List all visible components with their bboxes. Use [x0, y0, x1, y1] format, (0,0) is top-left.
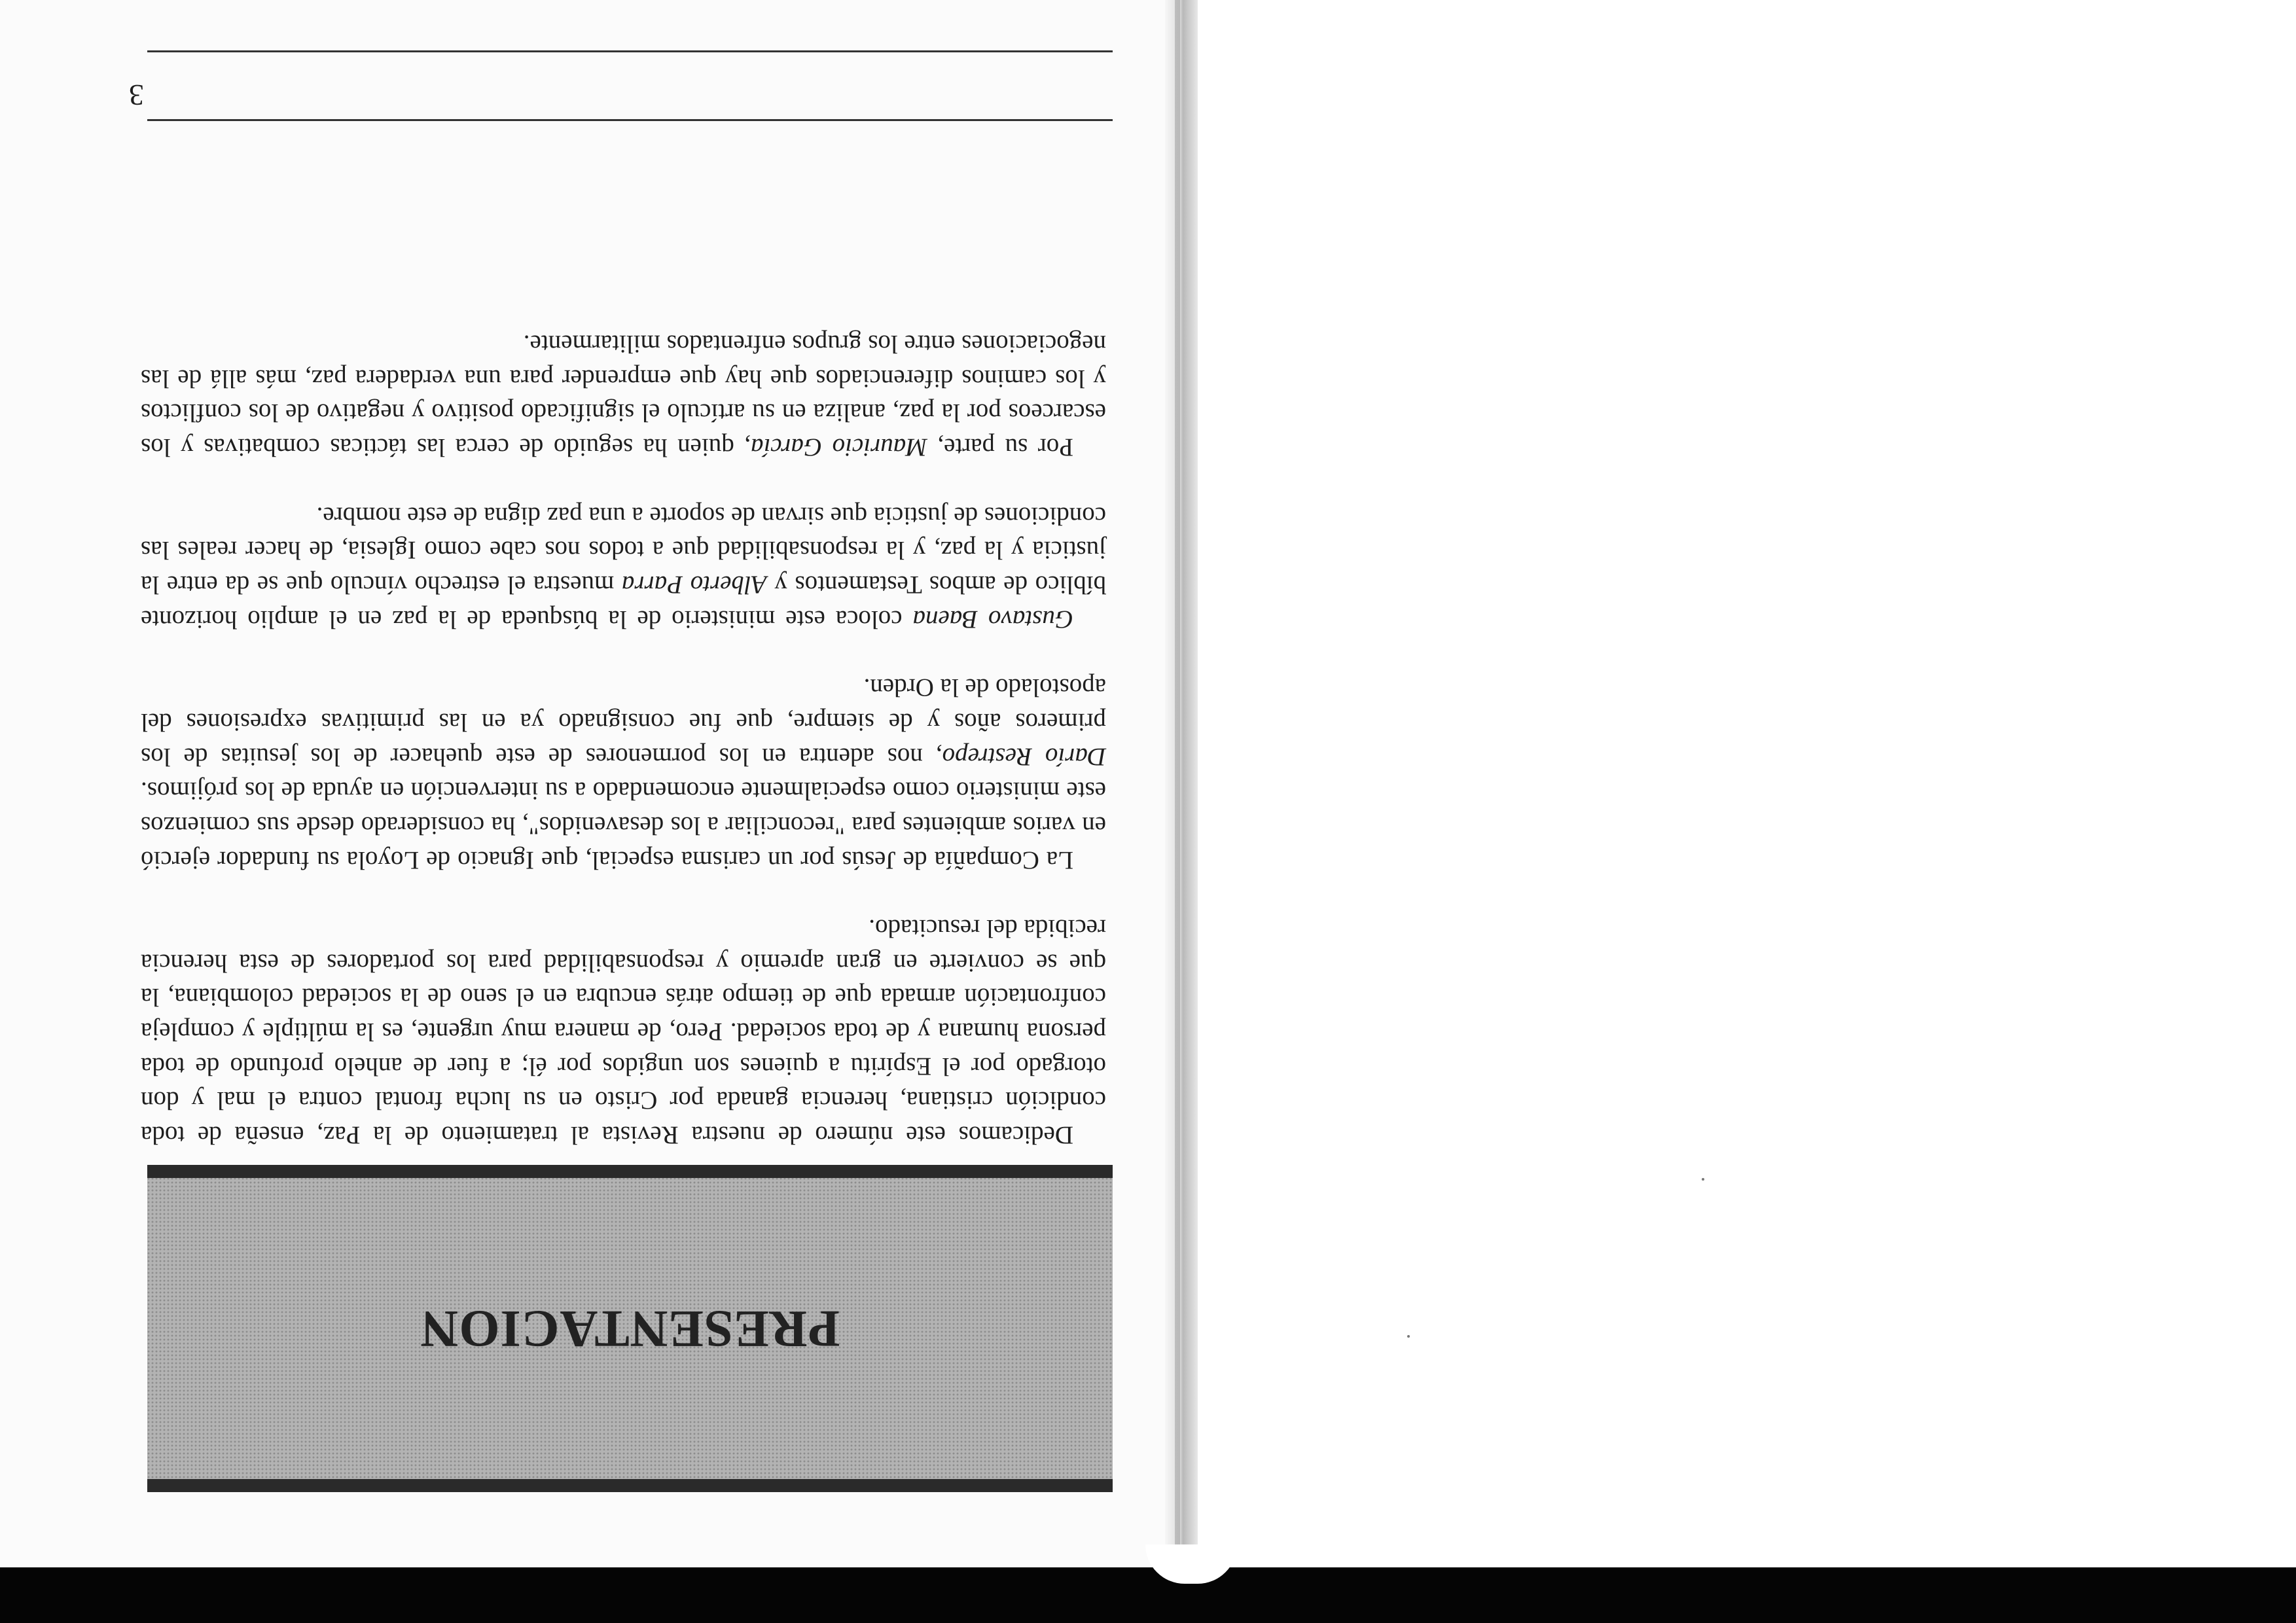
footer-rule-top	[147, 119, 1113, 121]
page-title: PRESENTACION	[420, 1300, 840, 1358]
page-number: 3	[129, 79, 144, 112]
author-name: Darío Restrepo	[942, 742, 1106, 771]
paragraph-text: coloca este ministerio de la búsqueda de la paz en el amplio horizonte bíblico de ambos Testamentos y	[141, 571, 1106, 633]
dust-speck	[1407, 1335, 1410, 1338]
body-paragraph	[141, 670, 1106, 877]
title-banner	[147, 1165, 1113, 1492]
rotated-page-content	[111, 46, 1113, 1492]
right-page-blank	[1198, 0, 2296, 1567]
author-name: Gustavo Baena	[912, 605, 1073, 633]
body-paragraph	[141, 498, 1106, 636]
body-text	[141, 293, 1106, 1152]
paragraph-text: Dedicamos este número de nuestra Revista al tratamiento de la Paz, enseña de toda condición cristiana, herencia ganada por Cristo en su lucha frontal contra el mal y don otorgado por el Espíritu a quienes son ungidos por él; a fuer de anhelo profundo de toda persona humana y de toda sociedad. Pero, de manera muy urgente, es la múltiple y compleja confrontación armada que de tiempo atrás encubra en el seno de la sociedad colombiana, la que se convierte en gran apremio y responsabilidad para los portadores de esta herencia recibida del resucitado.	[141, 914, 1106, 1149]
paragraph-text: , nos adentra en los pormenores de este quehacer de los jesuitas de los primeros años y de siempre, que fue consignado ya en las primitivas expresiones del apostolado de la Orden.	[141, 673, 1106, 771]
paragraph-text: , quien ha seguido de cerca las tácticas combativas y los escarceos por la paz, analiza en su artículo el significado positivo y negativo de los conflictos y los caminos diferenciados que hay que emprender para una verdadera paz, más allá de las negociaciones entre los grupos enfrentados militarmente.	[141, 330, 1106, 462]
dust-speck	[1702, 1178, 1704, 1181]
paragraph-text: muestra el estrecho vínculo que se da entre la justicia y la paz, y la responsabilidad que a todos nos cabe como Iglesia, de hacer reales las condiciones de justicia que sirvan de soporte a una paz digna de este nombre.	[141, 501, 1106, 599]
scanner-bed-edge	[0, 1567, 2296, 1623]
gutter-shadow	[1175, 0, 1180, 1567]
footer-rule-bottom	[147, 50, 1113, 52]
author-name: Alberto Parra	[621, 571, 767, 599]
body-paragraph	[141, 911, 1106, 1152]
paragraph-text: La Compañía de Jesús por un carisma especial, que Ignacio de Loyola su fundador ejerció en varios ambientes para "reconciliar a los desavenidos", ha considerado desde sus comienzos este ministerio como especialmente encomendado a su intervención en ayuda de los prójimos.	[141, 777, 1106, 874]
paragraph-text: Por su parte,	[927, 433, 1073, 462]
body-paragraph	[141, 327, 1106, 465]
book-gutter	[1165, 0, 1198, 1567]
author-name: Mauricio García	[751, 433, 927, 462]
